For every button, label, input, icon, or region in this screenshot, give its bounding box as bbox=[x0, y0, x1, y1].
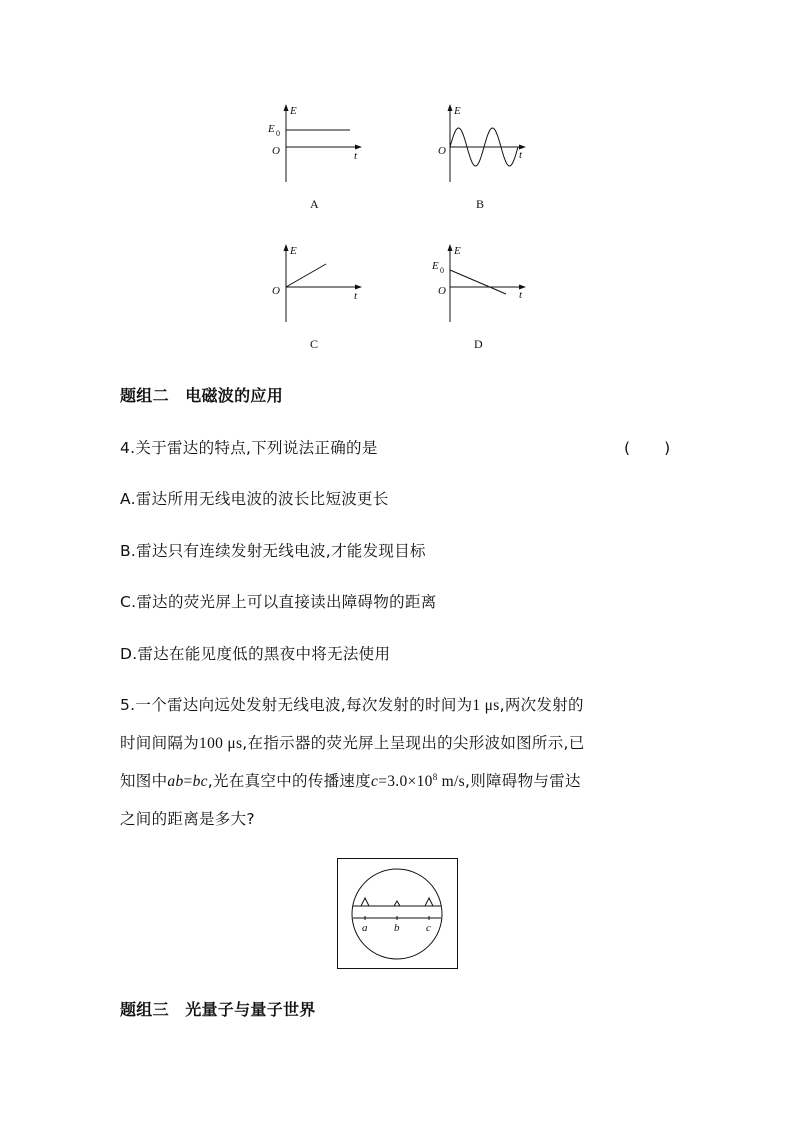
graph-a-xaxis-label: t bbox=[354, 150, 358, 162]
graph-d-xaxis-label: t bbox=[519, 289, 523, 301]
q4-option-b: B.雷达只有连续发射无线电波,才能发现目标 bbox=[120, 542, 426, 560]
q5-line3-text-c: ,则障碍物与雷达 bbox=[464, 772, 581, 790]
graph-c-yaxis-label: E bbox=[290, 245, 297, 257]
graph-c-label: C bbox=[310, 337, 319, 351]
q5-line2-text-b: ,在指示器的荧光屏上呈现出的尖形波如图所示,已 bbox=[242, 734, 585, 752]
radar-screen-figure bbox=[337, 858, 459, 970]
graph-d-label: D bbox=[474, 337, 483, 351]
q4-answer-bracket bbox=[624, 438, 670, 458]
screen-label-b: b bbox=[394, 922, 400, 934]
q5-line-4: 之间的距离是多大? bbox=[120, 810, 255, 828]
q5-line-3 bbox=[120, 771, 581, 792]
q4-paren-open: ( bbox=[624, 439, 631, 457]
q5-emit-time: 1 μs bbox=[472, 697, 500, 714]
graph-a-mark-sub: 0 bbox=[276, 129, 280, 138]
graph-a-label: A bbox=[310, 197, 319, 211]
graph-c-svg bbox=[262, 242, 372, 354]
q4-option-d: D.雷达在能见度低的黑夜中将无法使用 bbox=[120, 645, 391, 663]
graph-c-curve bbox=[286, 264, 326, 287]
graph-b-yaxis-label: E bbox=[454, 105, 461, 117]
q5-line3-text-a: 知图中 bbox=[120, 772, 168, 790]
graph-d bbox=[428, 242, 538, 354]
q5-line1-text-b: ,两次发射的 bbox=[499, 696, 584, 714]
pulse-c bbox=[425, 898, 433, 906]
q5-interval: 100 μs bbox=[199, 735, 243, 752]
q5-c-var: c bbox=[371, 773, 379, 790]
q5-c-unit: m/s bbox=[437, 773, 465, 790]
q5-line2-text-a: 时间间隔为 bbox=[120, 734, 200, 752]
graph-d-curve bbox=[450, 270, 506, 294]
graph-b-origin: O bbox=[438, 145, 446, 157]
q5-ab: ab bbox=[167, 773, 184, 790]
pulse-b bbox=[394, 901, 400, 906]
graph-a bbox=[262, 102, 372, 214]
graph-b-label: B bbox=[476, 197, 485, 211]
graph-a-svg bbox=[262, 102, 372, 214]
graph-d-mark: E bbox=[432, 260, 439, 272]
q5-line1-text-a: 5.一个雷达向远处发射无线电波,每次发射的时间为 bbox=[120, 696, 473, 714]
q5-line3-text-b: ,光在真空中的传播速度 bbox=[207, 772, 372, 790]
q4-option-a: A.雷达所用无线电波的波长比短波更长 bbox=[120, 490, 389, 508]
screen-label-a: a bbox=[362, 922, 368, 934]
q5-line-2 bbox=[120, 733, 585, 754]
graph-c-origin: O bbox=[272, 285, 280, 297]
graph-b-xaxis-label: t bbox=[519, 149, 523, 161]
q4-paren-close: ) bbox=[664, 439, 671, 457]
section-3-heading: 题组三 光量子与量子世界 bbox=[120, 1000, 316, 1019]
q4-option-c: C.雷达的荧光屏上可以直接读出障碍物的距离 bbox=[120, 593, 437, 611]
graph-b-svg bbox=[428, 102, 538, 214]
graph-d-origin: O bbox=[438, 285, 446, 297]
q5-c-value: =3.0×10 bbox=[378, 773, 433, 790]
graph-a-yaxis-label: E bbox=[290, 105, 297, 117]
q5-eq-sign: = bbox=[183, 773, 193, 790]
graph-d-svg bbox=[428, 242, 538, 354]
screen-label-c: c bbox=[426, 922, 431, 934]
graph-b bbox=[428, 102, 538, 214]
pulse-a bbox=[361, 898, 369, 906]
q5-bc: bc bbox=[192, 773, 208, 790]
q4-stem: 4.关于雷达的特点,下列说法正确的是 bbox=[120, 439, 378, 457]
graph-a-origin: O bbox=[272, 145, 280, 157]
radar-screen-svg bbox=[337, 858, 459, 970]
graph-d-mark-sub: 0 bbox=[440, 266, 444, 275]
q5-c-exponent: 8 bbox=[432, 771, 438, 782]
section-2-heading: 题组二 电磁波的应用 bbox=[120, 386, 284, 405]
graph-a-mark: E bbox=[268, 123, 275, 135]
graph-c bbox=[262, 242, 372, 354]
q5-line-1 bbox=[120, 695, 584, 716]
graph-c-xaxis-label: t bbox=[354, 290, 358, 302]
graph-d-yaxis-label: E bbox=[454, 245, 461, 257]
